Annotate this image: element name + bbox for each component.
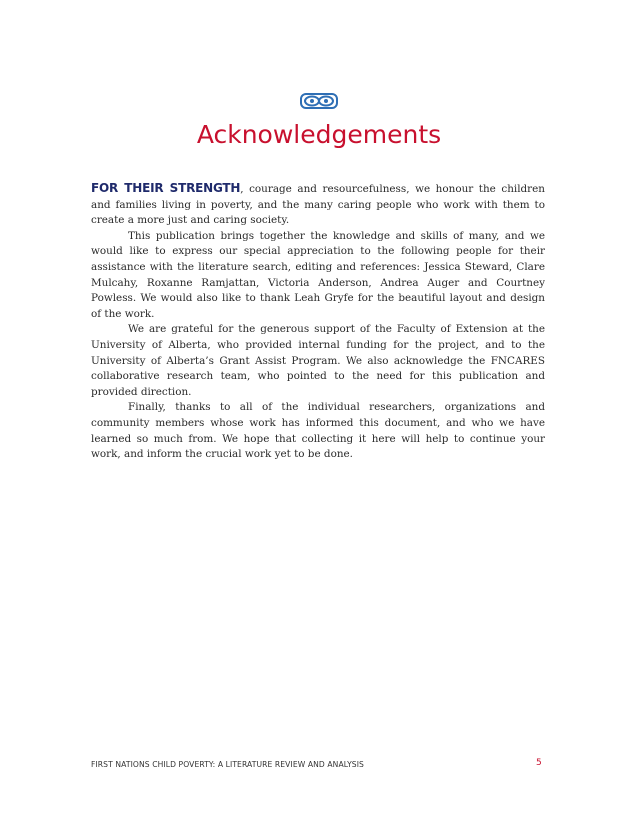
footer-running-title: FIRST NATIONS CHILD POVERTY: A LITERATURE REVIEW AND ANALYSIS [91,760,364,769]
paragraph-2: This publication brings together the knowledge and skills of many, and we would like to express our special appreciation to the following people for their assistance with the literature search, editing and references: Jessica Steward, Clare Mulcahy, Roxanne Ramjattan, Victoria Anderson, Andrea Auger and Courtney Powless. We would also like to thank Leah Gryfe for the beautiful layout and design of the work. [91,229,545,320]
paragraph-1-text: , courage and resourcefulness, we honour the children and families living in poverty, and the many caring people who work with them to create a more just and caring society. [91,183,545,227]
lead-in-caps: FOR THEIR STRENGTH [91,181,241,195]
paragraph-4: Finally, thanks to all of the individual researchers, organizations and community members whose work has informed this document, and who we have learned so much from. We hope that collecting it here will help to continue your work, and inform the crucial work yet to be done. [91,401,545,461]
paragraph-1 [91,181,545,229]
page-title: Acknowledgements [196,120,442,149]
acknowledgements-body [91,181,545,463]
ornament-icon [300,93,338,109]
page-number: 5 [536,758,542,768]
paragraph-3: We are grateful for the generous support of the Faculty of Extension at the University of Alberta, who provided internal funding for the project, and to the University of Alberta’s Grant Assist Program. We also acknowledge the FNCARES collaborative research team, who pointed to the need for this publication and provided direction. [91,323,545,398]
